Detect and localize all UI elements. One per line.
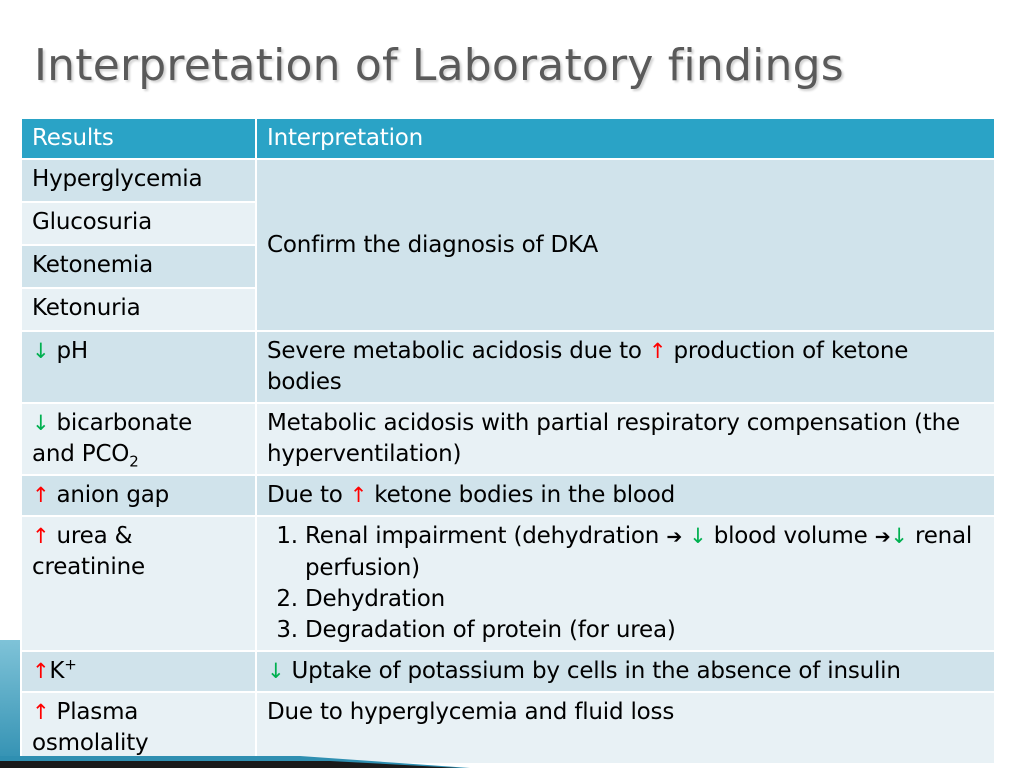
interpretation-anion-gap: [256, 475, 995, 516]
list-item: 2. Dehydration: [305, 584, 984, 615]
table-row: [21, 403, 995, 475]
result-anion-gap: [21, 475, 256, 516]
cause-renal-text-3: renal perfusion): [305, 523, 973, 581]
up-arrow-icon: ↑: [32, 659, 50, 683]
result-urea-label: urea &: [56, 523, 133, 549]
list-item: [305, 521, 984, 584]
up-arrow-icon: ↑: [32, 483, 50, 507]
interpretation-anion-text-1: Due to: [267, 482, 343, 508]
up-arrow-icon: ↑: [349, 483, 368, 507]
causes-list: [267, 521, 984, 646]
up-arrow-icon: ↑: [32, 524, 50, 548]
down-arrow-icon: ↓: [32, 339, 50, 363]
cause-renal-text-2: blood volume: [713, 523, 868, 549]
table-row: [21, 475, 995, 516]
result-anion-gap-label: anion gap: [56, 482, 170, 508]
result-creatinine-label: creatinine: [32, 554, 145, 580]
up-arrow-icon: ↑: [648, 339, 667, 363]
result-pco2-label: and PCO: [32, 441, 130, 467]
result-osmolality-label: osmolality: [32, 730, 149, 756]
down-arrow-icon: ↓: [267, 659, 285, 683]
side-accent-decoration: [0, 640, 20, 768]
result-potassium: [21, 651, 256, 692]
up-arrow-icon: ↑: [32, 700, 50, 724]
interpretation-k-text: Uptake of potassium by cells in the absence of insulin: [291, 658, 901, 684]
down-arrow-icon: ↓: [32, 411, 50, 435]
result-ketonuria: Ketonuria: [21, 288, 256, 331]
interpretation-potassium: [256, 651, 995, 692]
right-arrow-icon: ➔: [666, 526, 683, 548]
table-row: [21, 516, 995, 651]
result-glucosuria: Glucosuria: [21, 202, 256, 245]
table-row: [21, 159, 995, 202]
result-ph: [21, 331, 256, 403]
result-ph-label: pH: [56, 338, 89, 364]
interpretation-osmolality: Due to hyperglycemia and fluid loss: [256, 692, 995, 764]
interpretation-ph-text-2: production of ketone bodies: [267, 338, 909, 395]
down-arrow-icon: ↓: [689, 524, 707, 548]
result-urea-creatinine: [21, 516, 256, 651]
table-header-row: [21, 118, 995, 159]
pco2-subscript: 2: [129, 452, 139, 471]
cause-renal-text-1: Renal impairment (dehydration: [305, 523, 660, 549]
interpretation-dka: Confirm the diagnosis of DKA: [256, 159, 995, 331]
result-bicarbonate-label: bicarbonate: [56, 410, 193, 436]
result-hyperglycemia: Hyperglycemia: [21, 159, 256, 202]
interpretation-ph: [256, 331, 995, 403]
lab-findings-table: [20, 117, 996, 765]
header-interpretation: Interpretation: [256, 118, 995, 159]
k-superscript: +: [64, 655, 77, 674]
result-k-label: K: [49, 658, 65, 684]
table-row: [21, 331, 995, 403]
page-title: Interpretation of Laboratory findings: [34, 40, 844, 91]
down-arrow-icon: ↓: [890, 524, 908, 548]
interpretation-bicarbonate: Metabolic acidosis with partial respiratory compensation (the hyperventilation): [256, 403, 995, 475]
table-row: [21, 651, 995, 692]
interpretation-anion-text-2: ketone bodies in the blood: [374, 482, 676, 508]
result-plasma-label: Plasma: [56, 699, 139, 725]
list-item: 3. Degradation of protein (for urea): [305, 615, 984, 646]
bottom-accent-decoration: [0, 754, 470, 768]
header-results: Results: [21, 118, 256, 159]
result-bicarbonate: [21, 403, 256, 475]
interpretation-ph-text-1: Severe metabolic acidosis due to: [267, 338, 642, 364]
right-arrow-icon: ➔: [874, 526, 891, 548]
result-ketonemia: Ketonemia: [21, 245, 256, 288]
interpretation-urea-creatinine: [256, 516, 995, 651]
